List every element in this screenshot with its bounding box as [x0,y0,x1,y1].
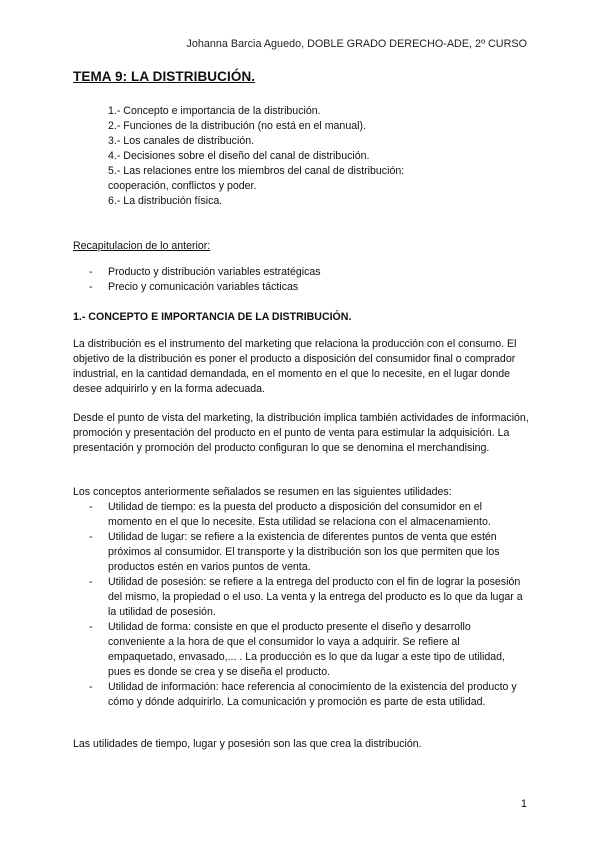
toc-item: 3.- Los canales de distribución. [108,135,255,147]
list-item-text: Precio y comunicación variables tácticas [108,281,299,293]
dash-bullet: - [89,531,93,543]
toc-item: 1.- Concepto e importancia de la distribución. [108,105,321,117]
list-item-text: Utilidad de tiempo: es la puesta del producto a disposición del consumidor en el momento en el que lo necesite. Esta utilidad se relaciona con el almacenamiento. [108,501,491,528]
section-heading: 1.- CONCEPTO E IMPORTANCIA DE LA DISTRIBUCIÓN. [73,311,352,323]
list-item [73,575,529,620]
paragraph: Los conceptos anteriormente señalados se resumen en las siguientes utilidades: [73,486,452,498]
dash-bullet: - [89,501,93,513]
list-item [73,620,529,680]
list-item-text: Utilidad de información: hace referencia al conocimiento de la existencia del producto y cómo y dónde adquirirlo. La comunicación y promoción es parte de esta utilidad. [108,681,517,708]
paragraph: Desde el punto de vista del marketing, la distribución implica también actividades de información, promoción y presentación del producto en el punto de venta para estimular la adquisición. La presentación y promoción del producto configuran lo que se denomina el merchandising. [73,412,529,454]
dash-bullet: - [89,281,93,293]
dash-bullet: - [89,681,93,693]
list-item [73,265,321,280]
paragraph: Las utilidades de tiempo, lugar y posesión son las que crea la distribución. [73,738,422,750]
list-item [73,500,529,530]
table-of-contents [108,104,438,209]
document-title: TEMA 9: LA DISTRIBUCIÓN. [73,69,256,84]
list-item [73,530,529,575]
toc-item: 5.- Las relaciones entre los miembros del canal de distribución: cooperación, conflictos y poder. [108,165,405,192]
page-header: Johanna Barcia Aguedo, DOBLE GRADO DERECHO-ADE, 2º CURSO [186,38,527,50]
list-item [73,280,321,295]
dash-bullet: - [89,621,93,633]
paragraph: La distribución es el instrumento del marketing que relaciona la producción con el consumo. El objetivo de la distribución es poner el producto a disposición del consumidor final o comprador industrial, en la cantidad demandada, en el momento en el que lo necesite, en el lugar donde desee adquirirlo y en la forma adecuada. [73,338,517,395]
list-item-text: Utilidad de posesión: se refiere a la entrega del producto con el fin de lograr la posesión del mismo, la propiedad o el uso. La venta y la entrega del producto es lo que da lugar a la utilidad de posesión. [108,576,523,618]
utilities-list [73,500,529,710]
dash-bullet: - [89,576,93,588]
toc-item: 2.- Funciones de la distribución (no está en el manual). [108,120,366,132]
dash-bullet: - [89,266,93,278]
list-item-text: Utilidad de forma: consiste en que el producto presente el diseño y desarrollo conveniente a la hora de que el consumidor lo vaya a adquirir. Se refiere al empaquetado, envasado,... . La producción es lo que da lugar a este tipo de utilidad, pues es donde se crea y se diseña el producto. [108,621,505,678]
recap-list [73,265,321,295]
toc-item: 4.- Decisiones sobre el diseño del canal de distribución. [108,150,370,162]
list-item-text: Utilidad de lugar: se refiere a la existencia de diferentes puntos de venta que estén próximos al consumidor. El transporte y la distribución son los que permiten que los productos estén en varios puntos de venta. [108,531,500,573]
list-item [73,680,529,710]
recap-heading: Recapitulacion de lo anterior: [73,240,211,252]
page-number: 1 [520,798,527,810]
list-item-text: Producto y distribución variables estratégicas [108,266,321,278]
toc-item: 6.- La distribución física. [108,195,223,207]
